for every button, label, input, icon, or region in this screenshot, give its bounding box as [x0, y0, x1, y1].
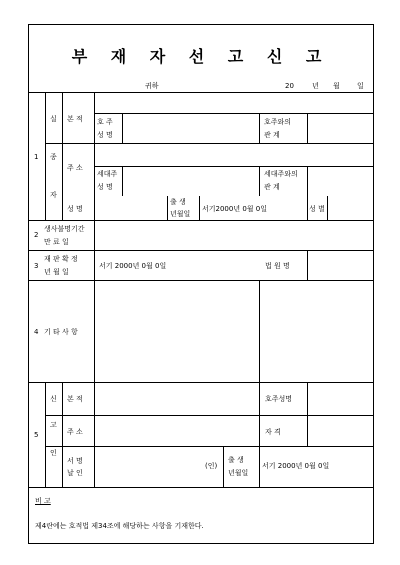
row-label: 년 월 일: [44, 268, 69, 276]
section-number: 5: [34, 431, 39, 439]
date-il: 일: [357, 82, 364, 90]
field-label: 년월일: [170, 210, 191, 218]
side-label: 실: [50, 115, 57, 123]
row-label: 성 명: [67, 205, 83, 213]
divider: [327, 196, 328, 220]
field-label: 법 원 명: [265, 262, 290, 270]
section-number: 1: [34, 153, 39, 161]
field-label: 출 생: [170, 198, 186, 206]
divider: [62, 92, 63, 220]
divider: [122, 166, 123, 196]
divider: [259, 382, 260, 446]
divider: [259, 113, 260, 143]
note-text: 제4란에는 호적법 제34조에 해당하는 사항을 기재한다.: [35, 522, 204, 530]
field-label: 호 주: [97, 118, 113, 126]
divider: [307, 196, 308, 220]
divider: [29, 92, 373, 93]
divider: [45, 92, 46, 220]
seal-mark: (인): [205, 462, 218, 470]
field-label: 성 별: [309, 205, 325, 213]
row-label: 본 적: [67, 115, 83, 123]
divider: [307, 250, 308, 280]
divider: [29, 280, 373, 281]
side-label: 종: [50, 153, 57, 161]
field-label: 관 계: [264, 183, 280, 191]
form-title: 부 재 자 선 고 신 고: [71, 47, 331, 66]
row-label: 날 인: [67, 469, 83, 477]
field-label: 성 명: [97, 131, 113, 139]
field-label: 출 생: [228, 456, 244, 464]
divider: [29, 487, 373, 488]
section-number: 4: [34, 328, 39, 336]
row-label: 서 명: [67, 457, 83, 465]
date-wol: 월: [333, 82, 340, 90]
field-label: 성 명: [97, 183, 113, 191]
divider: [259, 280, 260, 382]
field-label: 호주성명: [265, 395, 293, 403]
side-label: 신: [50, 395, 57, 403]
recipient-label: 귀하: [145, 82, 159, 90]
divider: [94, 92, 95, 487]
field-label: 관 계: [264, 131, 280, 139]
date-year: 20: [285, 82, 294, 90]
divider: [259, 166, 260, 196]
row-label: 만 료 일: [44, 238, 69, 246]
row-label: 생사불명기간: [44, 225, 85, 233]
row-label: 주 소: [67, 428, 83, 436]
divider: [94, 166, 373, 167]
birth-value: 서기 2000년 0월 0일: [262, 462, 330, 470]
field-label: 세대주: [97, 170, 118, 178]
side-label: 자: [50, 191, 57, 199]
field-label: 세대주와의: [264, 170, 298, 178]
note-heading: 비 고: [35, 497, 51, 505]
row-label: 주 소: [67, 164, 83, 172]
row-label: 본 적: [67, 395, 83, 403]
divider: [29, 382, 373, 383]
side-label: 인: [50, 449, 57, 457]
row-label: 재 판 확 정: [44, 255, 78, 263]
divider: [122, 113, 123, 143]
divider: [94, 113, 373, 114]
date-nyeon: 년: [312, 82, 319, 90]
divider: [307, 382, 308, 446]
divider: [307, 166, 308, 196]
divider: [62, 382, 63, 487]
side-label: 고: [50, 421, 57, 429]
field-label: 자 격: [265, 428, 281, 436]
field-label: 년월일: [228, 469, 249, 477]
divider: [29, 220, 373, 221]
divider: [259, 446, 260, 487]
report-form: [28, 24, 374, 544]
divider: [223, 446, 224, 487]
divider: [307, 113, 308, 143]
birth-value: 서기2000년 0월 0일: [202, 205, 267, 213]
divider: [167, 196, 168, 220]
section-number: 3: [34, 262, 39, 270]
field-label: 호주와의: [264, 118, 292, 126]
divider: [199, 196, 200, 220]
date-value: 서기 2000년 0월 0일: [99, 262, 167, 270]
divider: [45, 382, 46, 487]
row-label: 기 타 사 항: [44, 328, 78, 336]
divider: [29, 250, 373, 251]
section-number: 2: [34, 231, 39, 239]
